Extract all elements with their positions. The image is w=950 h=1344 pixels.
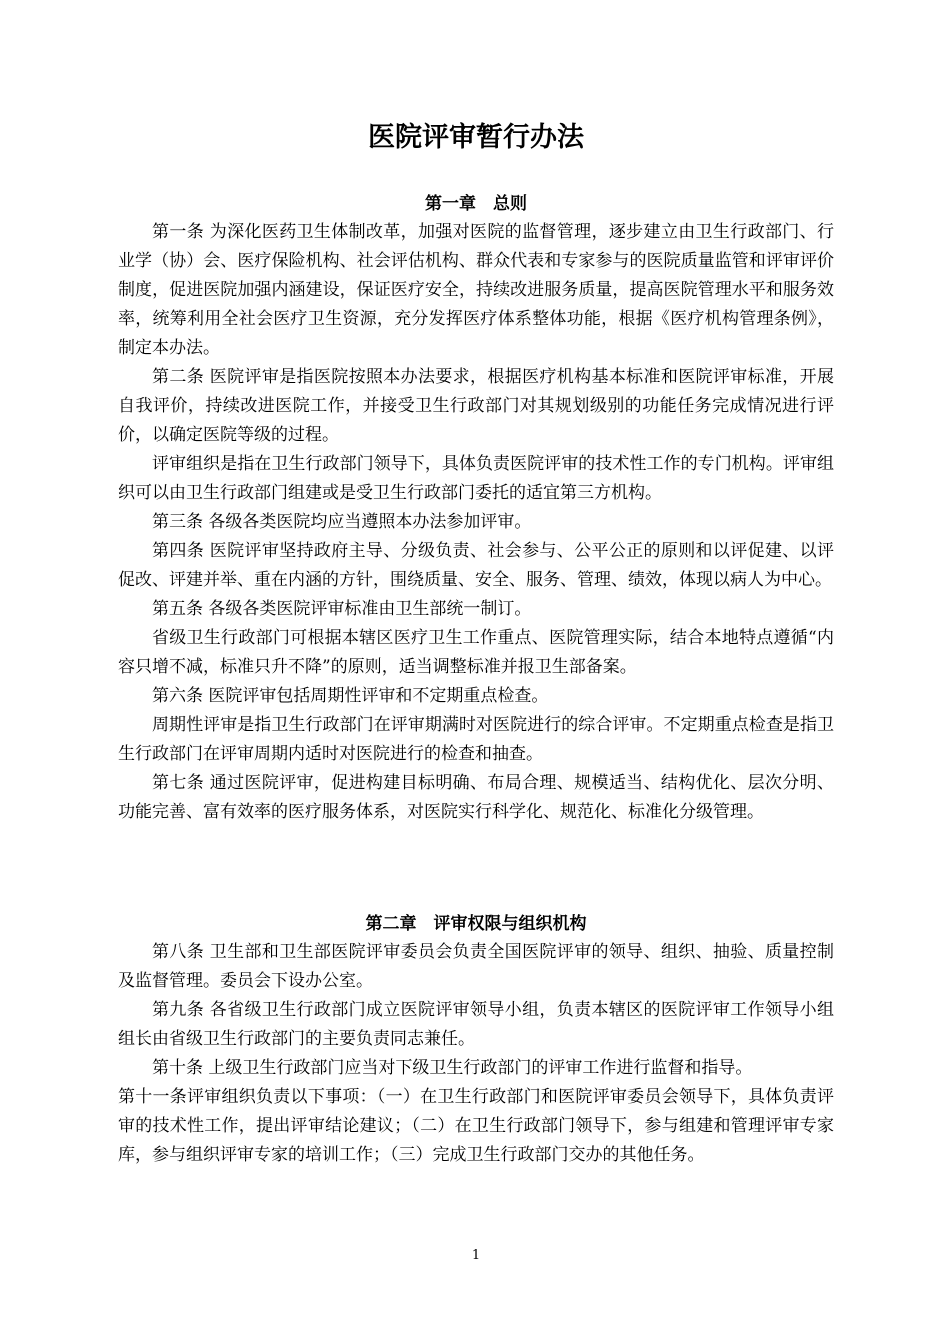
- document-page: [118, 0, 834, 1344]
- chapter-1-title: 第一章 总则: [425, 194, 527, 214]
- chapter-1-section: [118, 190, 834, 827]
- article-4-paragraph: 第四条 医院评审坚持政府主导、分级负责、社会参与、公平公正的原则和以评促建、以评促改、评建并举、重在内涵的方针，围绕质量、安全、服务、管理、绩效，体现以病人为中心。: [118, 541, 834, 590]
- article-3-paragraph: 第三条 各级各类医院均应当遵照本办法参加评审。: [152, 512, 532, 532]
- article-5-continuation-paragraph: 省级卫生行政部门可根据本辖区医疗卫生工作重点、医院管理实际，结合本地特点遵循“内容只增不减，标准只升不降”的原则，适当调整标准并报卫生部备案。: [118, 628, 834, 677]
- article-9-paragraph: 第九条 各省级卫生行政部门成立医院评审领导小组，负责本辖区的医院评审工作领导小组组长由省级卫生行政部门的主要负责同志兼任。: [118, 1000, 834, 1049]
- document-title: 医院评审暂行办法: [368, 122, 584, 153]
- article-10-paragraph: 第十条 上级卫生行政部门应当对下级卫生行政部门的评审工作进行监督和指导。: [152, 1058, 753, 1078]
- article-11-paragraph: 第十一条评审组织负责以下事项：（一）在卫生行政部门和医院评审委员会领导下，具体负责评审的技术性工作，提出评审结论建议；（二）在卫生行政部门领导下，参与组建和管理评审专家库，参与组织评审专家的培训工作；（三）完成卫生行政部门交办的其他任务。: [118, 1087, 834, 1165]
- article-7-paragraph: 第七条 通过医院评审，促进构建目标明确、布局合理、规模适当、结构优化、层次分明、功能完善、富有效率的医疗服务体系，对医院实行科学化、规范化、标准化分级管理。: [118, 773, 834, 822]
- page-number: 1: [471, 1248, 481, 1263]
- article-2-paragraph: 第二条 医院评审是指医院按照本办法要求，根据医疗机构基本标准和医院评审标准，开展自我评价，持续改进医院工作，并接受卫生行政部门对其规划级别的功能任务完成情况进行评价，以确定医院等级的过程。: [118, 367, 834, 445]
- chapter-2-title: 第二章 评审权限与组织机构: [365, 914, 587, 934]
- article-6-paragraph: 第六条 医院评审包括周期性评审和不定期重点检查。: [152, 686, 549, 706]
- chapter-2-section: [118, 910, 834, 1170]
- article-5-paragraph: 第五条 各级各类医院评审标准由卫生部统一制订。: [152, 599, 532, 619]
- article-1-paragraph: 第一条 为深化医药卫生体制改革，加强对医院的监督管理，逐步建立由卫生行政部门、行业学（协）会、医疗保险机构、社会评估机构、群众代表和专家参与的医院质量监管和评审评价制度，促进医院加强内涵建设，保证医疗安全，持续改进服务质量，提高医院管理水平和服务效率，统筹利用全社会医疗卫生资源，充分发挥医疗体系整体功能，根据《医疗机构管理条例》，制定本办法。: [118, 222, 834, 358]
- article-2-continuation-paragraph: 评审组织是指在卫生行政部门领导下，具体负责医院评审的技术性工作的专门机构。评审组织可以由卫生行政部门组建或是受卫生行政部门委托的适宜第三方机构。: [118, 454, 834, 503]
- article-8-paragraph: 第八条 卫生部和卫生部医院评审委员会负责全国医院评审的领导、组织、抽验、质量控制及监督管理。委员会下设办公室。: [118, 942, 834, 991]
- article-6-continuation-paragraph: 周期性评审是指卫生行政部门在评审期满时对医院进行的综合评审。不定期重点检查是指卫生行政部门在评审周期内适时对医院进行的检查和抽查。: [118, 715, 834, 764]
